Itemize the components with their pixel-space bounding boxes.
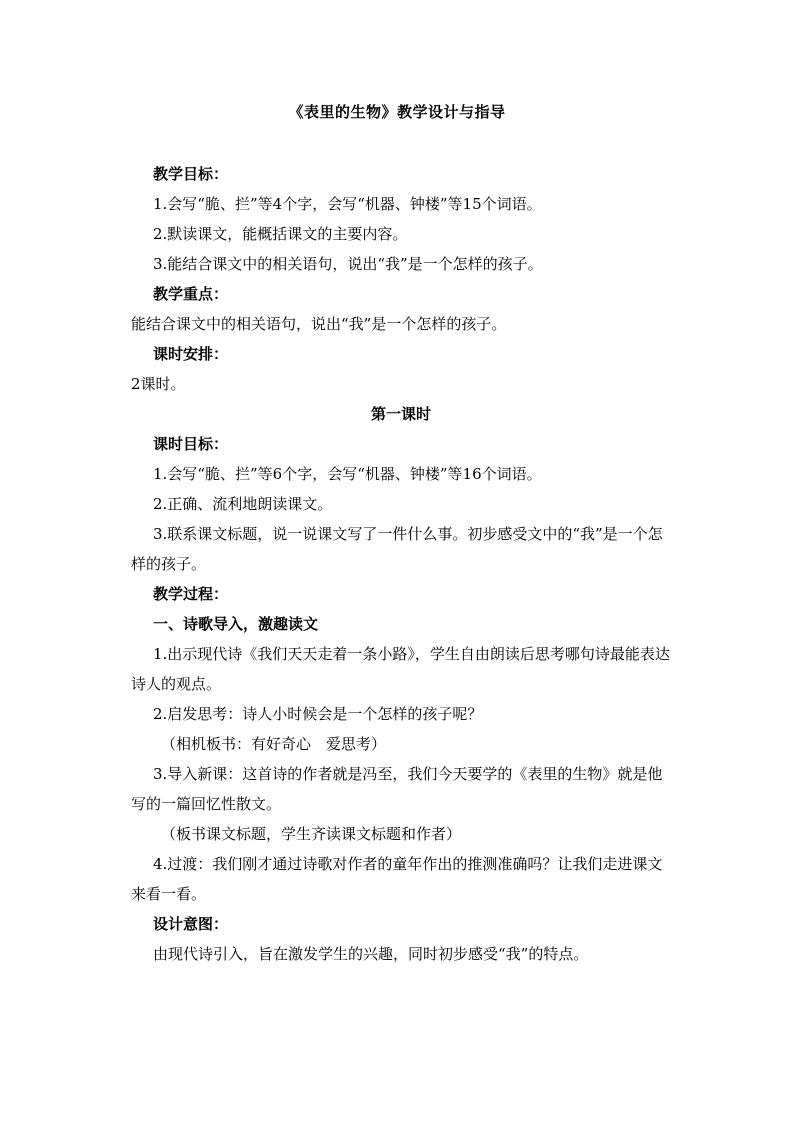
goal-item: 3.能结合课文中的相关语句，说出“我”是一个怎样的孩子。: [153, 255, 543, 273]
focus-heading: 教学重点：: [153, 285, 229, 303]
lesson-goal-item: 2.正确、流利地朗读课文。: [153, 495, 333, 513]
document-title: 《表里的生物》教学设计与指导: [288, 103, 506, 121]
step-item: 2.启发思考：诗人小时候会是一个怎样的孩子呢？: [153, 705, 483, 723]
goal-item: 2.默读课文，能概括课文的主要内容。: [153, 225, 408, 243]
lesson-one-title: 第一课时: [370, 405, 431, 423]
schedule-heading: 课时安排：: [153, 345, 229, 363]
lesson-goal-item: 1.会写“脆、拦”等6个字，会写“机器、钟楼”等16个词语。: [153, 465, 542, 483]
design-text: 由现代诗引入，旨在激发学生的兴趣，同时初步感受“我”的特点。: [153, 945, 589, 963]
lesson-goals-heading: 课时目标：: [153, 435, 229, 453]
document-body: [131, 159, 671, 969]
board-note: （相机板书：有好奇心 爱思考）: [161, 735, 387, 753]
board-note: （板书课文标题，学生齐读课文标题和作者）: [161, 825, 462, 843]
schedule-text: 2课时。: [131, 375, 186, 393]
step-item: 3.导入新课：这首诗的作者就是冯至，我们今天要学的《表里的生物》就是他写的一篇回忆性散文。: [131, 765, 663, 813]
goals-heading: 教学目标：: [153, 165, 229, 183]
step-one-heading: 一、诗歌导入，激趣读文: [153, 615, 319, 633]
focus-text: 能结合课文中的相关语句，说出“我”是一个怎样的孩子。: [131, 315, 507, 333]
goal-item: 1.会写“脆、拦”等4个字，会写“机器、钟楼”等15个词语。: [153, 195, 542, 213]
design-heading: 设计意图：: [153, 915, 229, 933]
lesson-goal-item: 3.联系课文标题，说一说课文写了一件什么事。初步感受文中的“我”是一个怎样的孩子。: [131, 525, 663, 573]
step-item: 4.过渡：我们刚才通过诗歌对作者的童年作出的推测准确吗？让我们走进课文来看一看。: [131, 855, 663, 903]
process-heading: 教学过程：: [153, 585, 229, 603]
step-item: 1.出示现代诗《我们天天走着一条小路》，学生自由朗读后思考哪句诗最能表达诗人的观点。: [131, 645, 670, 693]
